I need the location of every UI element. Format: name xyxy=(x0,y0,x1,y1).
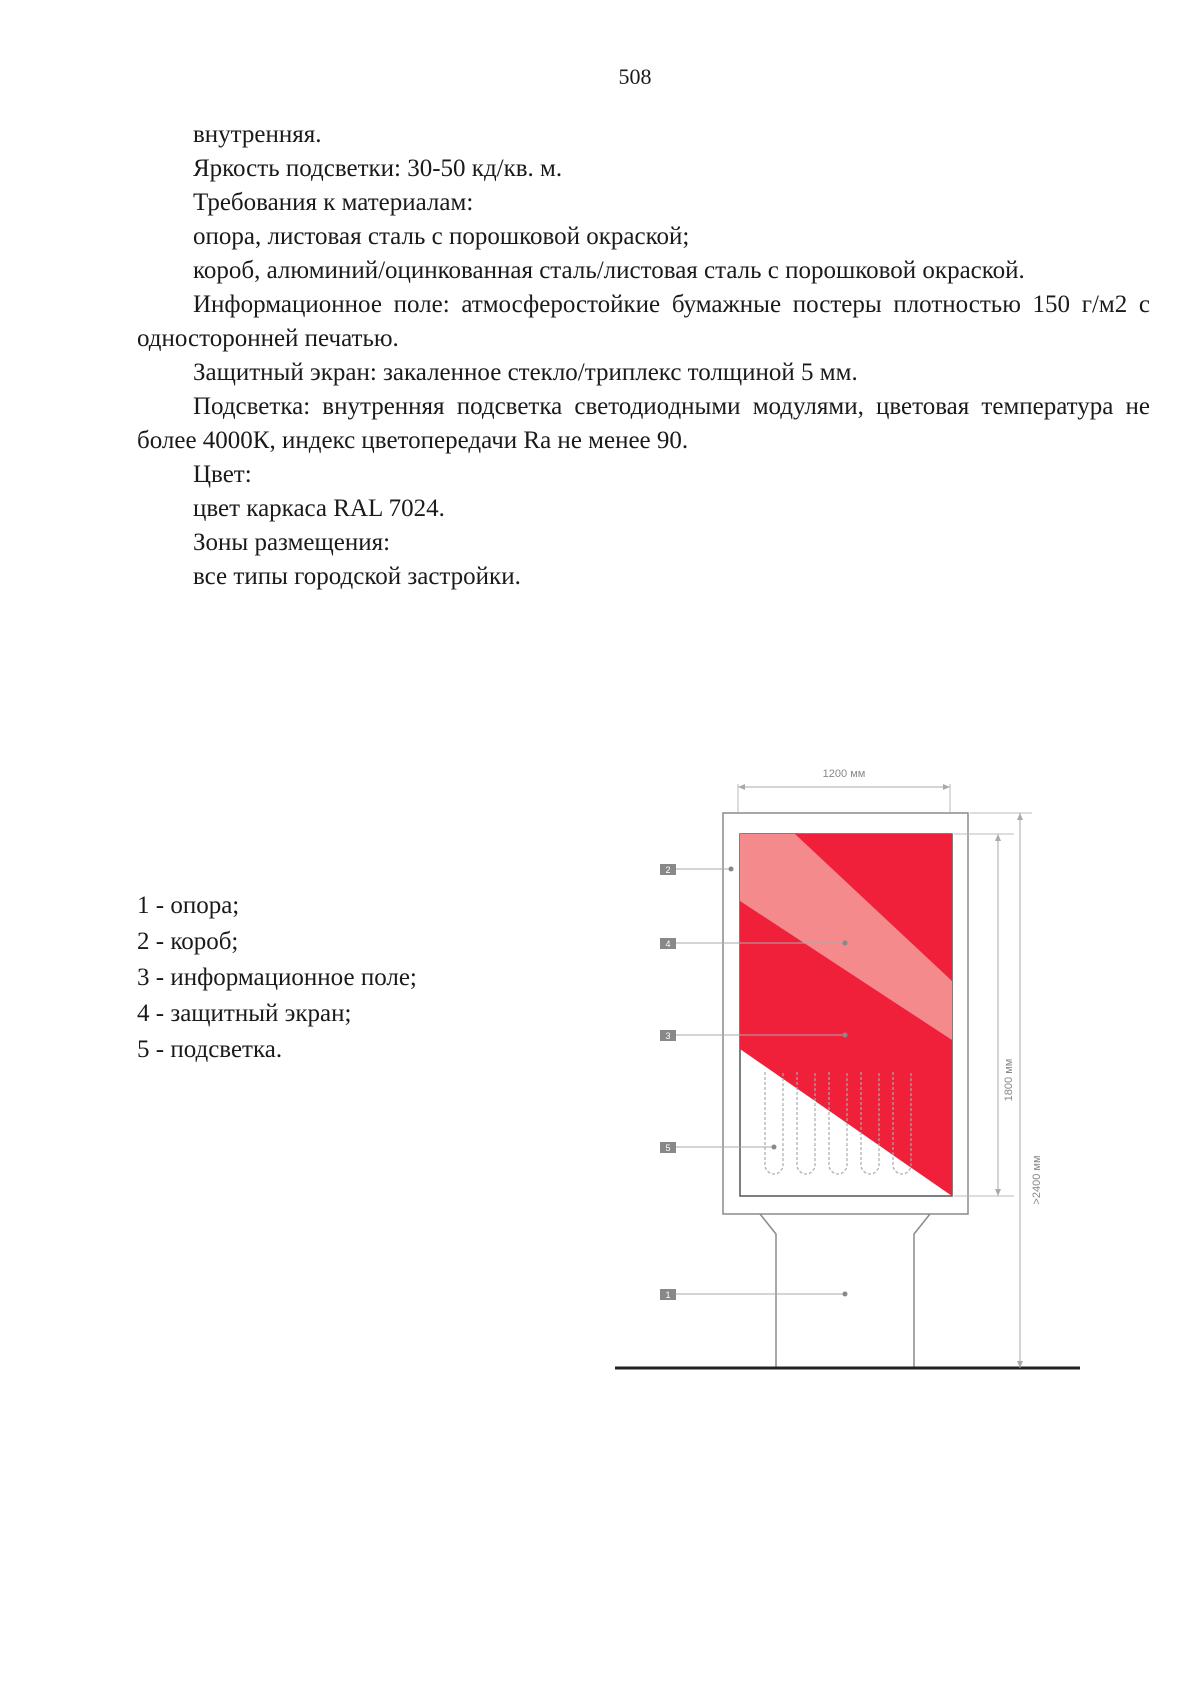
paragraph: короб, алюминий/оцинкованная сталь/листовая сталь с порошковой окраской. xyxy=(193,257,1025,284)
svg-text:4: 4 xyxy=(665,939,671,949)
width-dimension-label: 1200 мм xyxy=(822,768,866,780)
paragraph: Требования к материалам: xyxy=(193,189,474,216)
total-height-label: >2400 мм xyxy=(1031,1155,1043,1205)
svg-text:3: 3 xyxy=(665,1031,671,1041)
billboard-drawing xyxy=(600,760,1100,1400)
paragraph: цвет каркаса RAL 7024. xyxy=(193,495,445,522)
legend-item-4: 4 - защитный экран; xyxy=(137,1000,352,1027)
paragraph: Подсветка: внутренняя подсветка светодиодными модулями, цветовая температура не более 4000К, индекс цветопередачи Ra не менее 90. xyxy=(137,393,1150,454)
support-post xyxy=(760,1214,930,1368)
paragraph: Зоны размещения: xyxy=(193,529,391,556)
callout-1 xyxy=(660,1289,848,1300)
legend-item-3: 3 - информационное поле; xyxy=(137,964,417,991)
page-number: 508 xyxy=(618,64,652,89)
svg-text:5: 5 xyxy=(665,1143,671,1153)
paragraph: Информационное поле: атмосферостойкие бумажные постеры плотностью 150 г/м2 с односторонней печатью. xyxy=(137,291,1150,352)
paragraph: Цвет: xyxy=(193,461,252,488)
width-dimension xyxy=(738,768,950,812)
legend-item-5: 5 - подсветка. xyxy=(137,1036,283,1063)
legend-item-1: 1 - опора; xyxy=(137,892,240,919)
spec-text xyxy=(137,118,1150,594)
paragraph: все типы городской застройки. xyxy=(193,563,521,590)
paragraph: опора, листовая сталь с порошковой окраской; xyxy=(193,223,690,250)
paragraph: Защитный экран: закаленное стекло/триплекс толщиной 5 мм. xyxy=(193,359,858,386)
svg-text:1: 1 xyxy=(665,1290,671,1300)
legend xyxy=(137,888,417,1068)
paragraph: внутренняя. xyxy=(193,121,322,148)
paragraph: Яркость подсветки: 30-50 кд/кв. м. xyxy=(193,155,563,182)
panel-height-label: 1800 мм xyxy=(1003,1058,1015,1102)
legend-item-2: 2 - короб; xyxy=(137,928,239,955)
svg-text:2: 2 xyxy=(665,865,671,875)
